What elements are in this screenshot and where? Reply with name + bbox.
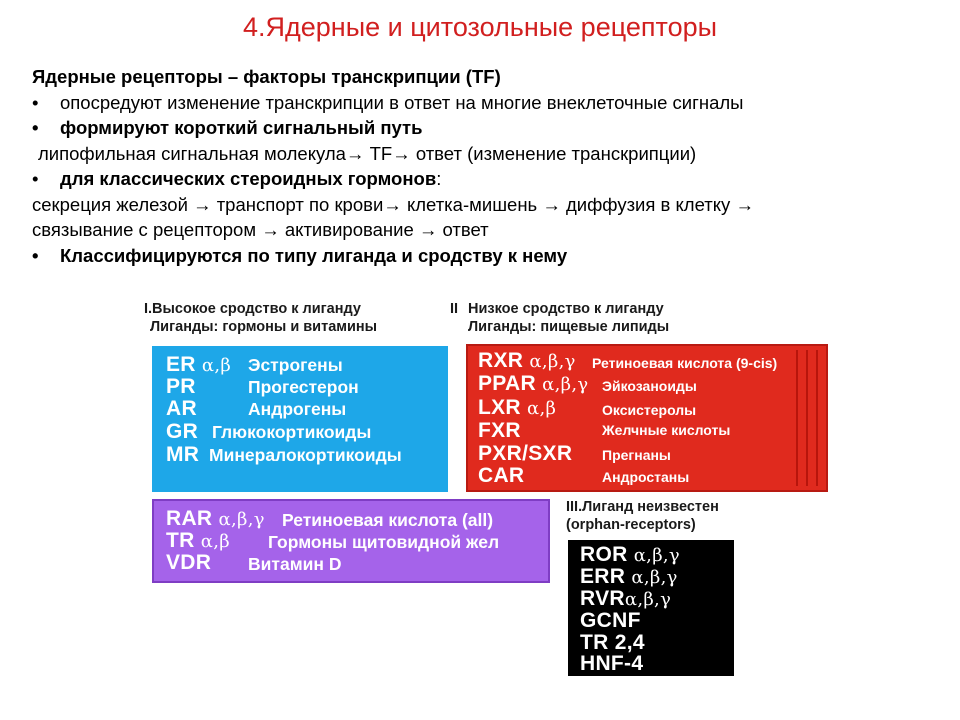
receptor-rar: RAR α,β,γ — [166, 507, 265, 530]
ligand-glucocorticoids: Глюкокортикоиды — [212, 422, 372, 442]
ligand-bile-acids: Желчные кислоты — [602, 422, 731, 438]
ligand-pregnanes: Прегнаны — [602, 447, 671, 463]
ligand-oxysterols: Оксистеролы — [602, 402, 697, 418]
receptor-gr: GR — [166, 420, 199, 443]
receptor-rxr: RXR α,β,γ — [478, 349, 576, 372]
hormone-vitamin-box-2 — [152, 499, 550, 583]
group-2-line-1: Низкое сродство к лиганду — [468, 301, 664, 317]
receptor-ar: AR — [166, 397, 197, 420]
group-3-line-1: III.Лиганд неизвестен — [566, 499, 719, 515]
ligand-estrogens: Эстрогены — [248, 355, 343, 375]
body-heading: Ядерные рецепторы – факторы транскрипции (TF) — [32, 66, 501, 87]
ligand-mineralocorticoids: Минералокортикоиды — [209, 445, 402, 465]
steroid-colon: : — [436, 168, 442, 189]
slide-body — [32, 64, 932, 268]
receptor-lxr: LXR α,β — [478, 396, 557, 419]
group-2-roman: II — [450, 301, 459, 317]
receptor-hnf-4: HNF-4 — [580, 652, 644, 675]
receptor-vdr: VDR — [166, 551, 212, 574]
group-2-header — [450, 300, 669, 336]
group-1-line-2: Лиганды: гормоны и витамины — [150, 319, 378, 335]
bullet-classified: • Классифицируются по типу лиганда и сродству к нему — [32, 243, 932, 269]
group-2-line-2: Лиганды: пищевые липиды — [468, 319, 670, 335]
group-3-line-2: (orphan-receptors) — [566, 517, 696, 533]
receptor-car: CAR — [478, 464, 525, 487]
sequence-line-2: связывание с рецептором → активирование → ответ — [32, 219, 489, 240]
orphan-receptors-box — [568, 540, 734, 676]
ligand-vitamin-d: Витамин D — [248, 554, 342, 574]
group-3-header — [566, 498, 719, 534]
steroid-label: для классических стероидных гормонов — [60, 168, 437, 189]
receptor-er: ER α,β — [166, 353, 232, 376]
slide-title: 4.Ядерные и цитозольные рецепторы — [242, 12, 718, 42]
receptor-tr-2-4: TR 2,4 — [580, 631, 645, 654]
bullet-steroid — [32, 166, 932, 192]
box-edge-line — [816, 350, 818, 486]
sequence-line-1: секреция железой → транспорт по крови→ клетка-мишень → диффузия в клетку → — [32, 193, 754, 215]
high-affinity-box — [152, 346, 448, 492]
signal-path-line: липофильная сигнальная молекула→ TF→ ответ (изменение транскрипции) — [38, 142, 697, 164]
box-edge-line — [796, 350, 798, 486]
group-1-line-1: I.Высокое сродство к лиганду — [144, 301, 361, 317]
receptor-mr: MR — [166, 443, 200, 466]
bullet-short-path: • формируют короткий сигнальный путь — [32, 115, 932, 141]
ligand-retinoic-9cis: Ретиноевая кислота (9-cis) — [592, 355, 778, 371]
ligand-androgens: Андрогены — [248, 399, 347, 419]
ligand-retinoic-all: Ретиноевая кислота (all) — [282, 510, 494, 530]
low-affinity-box — [466, 344, 828, 492]
ligand-progesterone: Прогестерон — [248, 377, 359, 397]
ligand-androstanes: Андростаны — [602, 469, 690, 485]
receptor-tr: TR α,β — [166, 529, 230, 552]
group-1-header — [144, 300, 377, 336]
receptor-ppar: PPAR α,β,γ — [478, 372, 589, 395]
ligand-thyroid-hormones: Гормоны щитовидной жел — [268, 532, 500, 552]
receptor-pr: PR — [166, 375, 196, 398]
receptor-ror: ROR α,β,γ — [580, 543, 680, 566]
ligand-eicosanoids: Эйкозаноиды — [602, 378, 697, 394]
receptor-err: ERR α,β,γ — [580, 565, 678, 588]
receptor-rvr: RVRα,β,γ — [580, 587, 672, 610]
receptor-pxr-sxr: PXR/SXR — [478, 442, 573, 465]
receptor-fxr: FXR — [478, 419, 521, 442]
bullet-mediate-transcription: • опосредуют изменение транскрипции в ответ на многие внеклеточные сигналы — [32, 90, 932, 116]
box-edge-line — [806, 350, 808, 486]
receptor-gcnf: GCNF — [580, 609, 641, 632]
